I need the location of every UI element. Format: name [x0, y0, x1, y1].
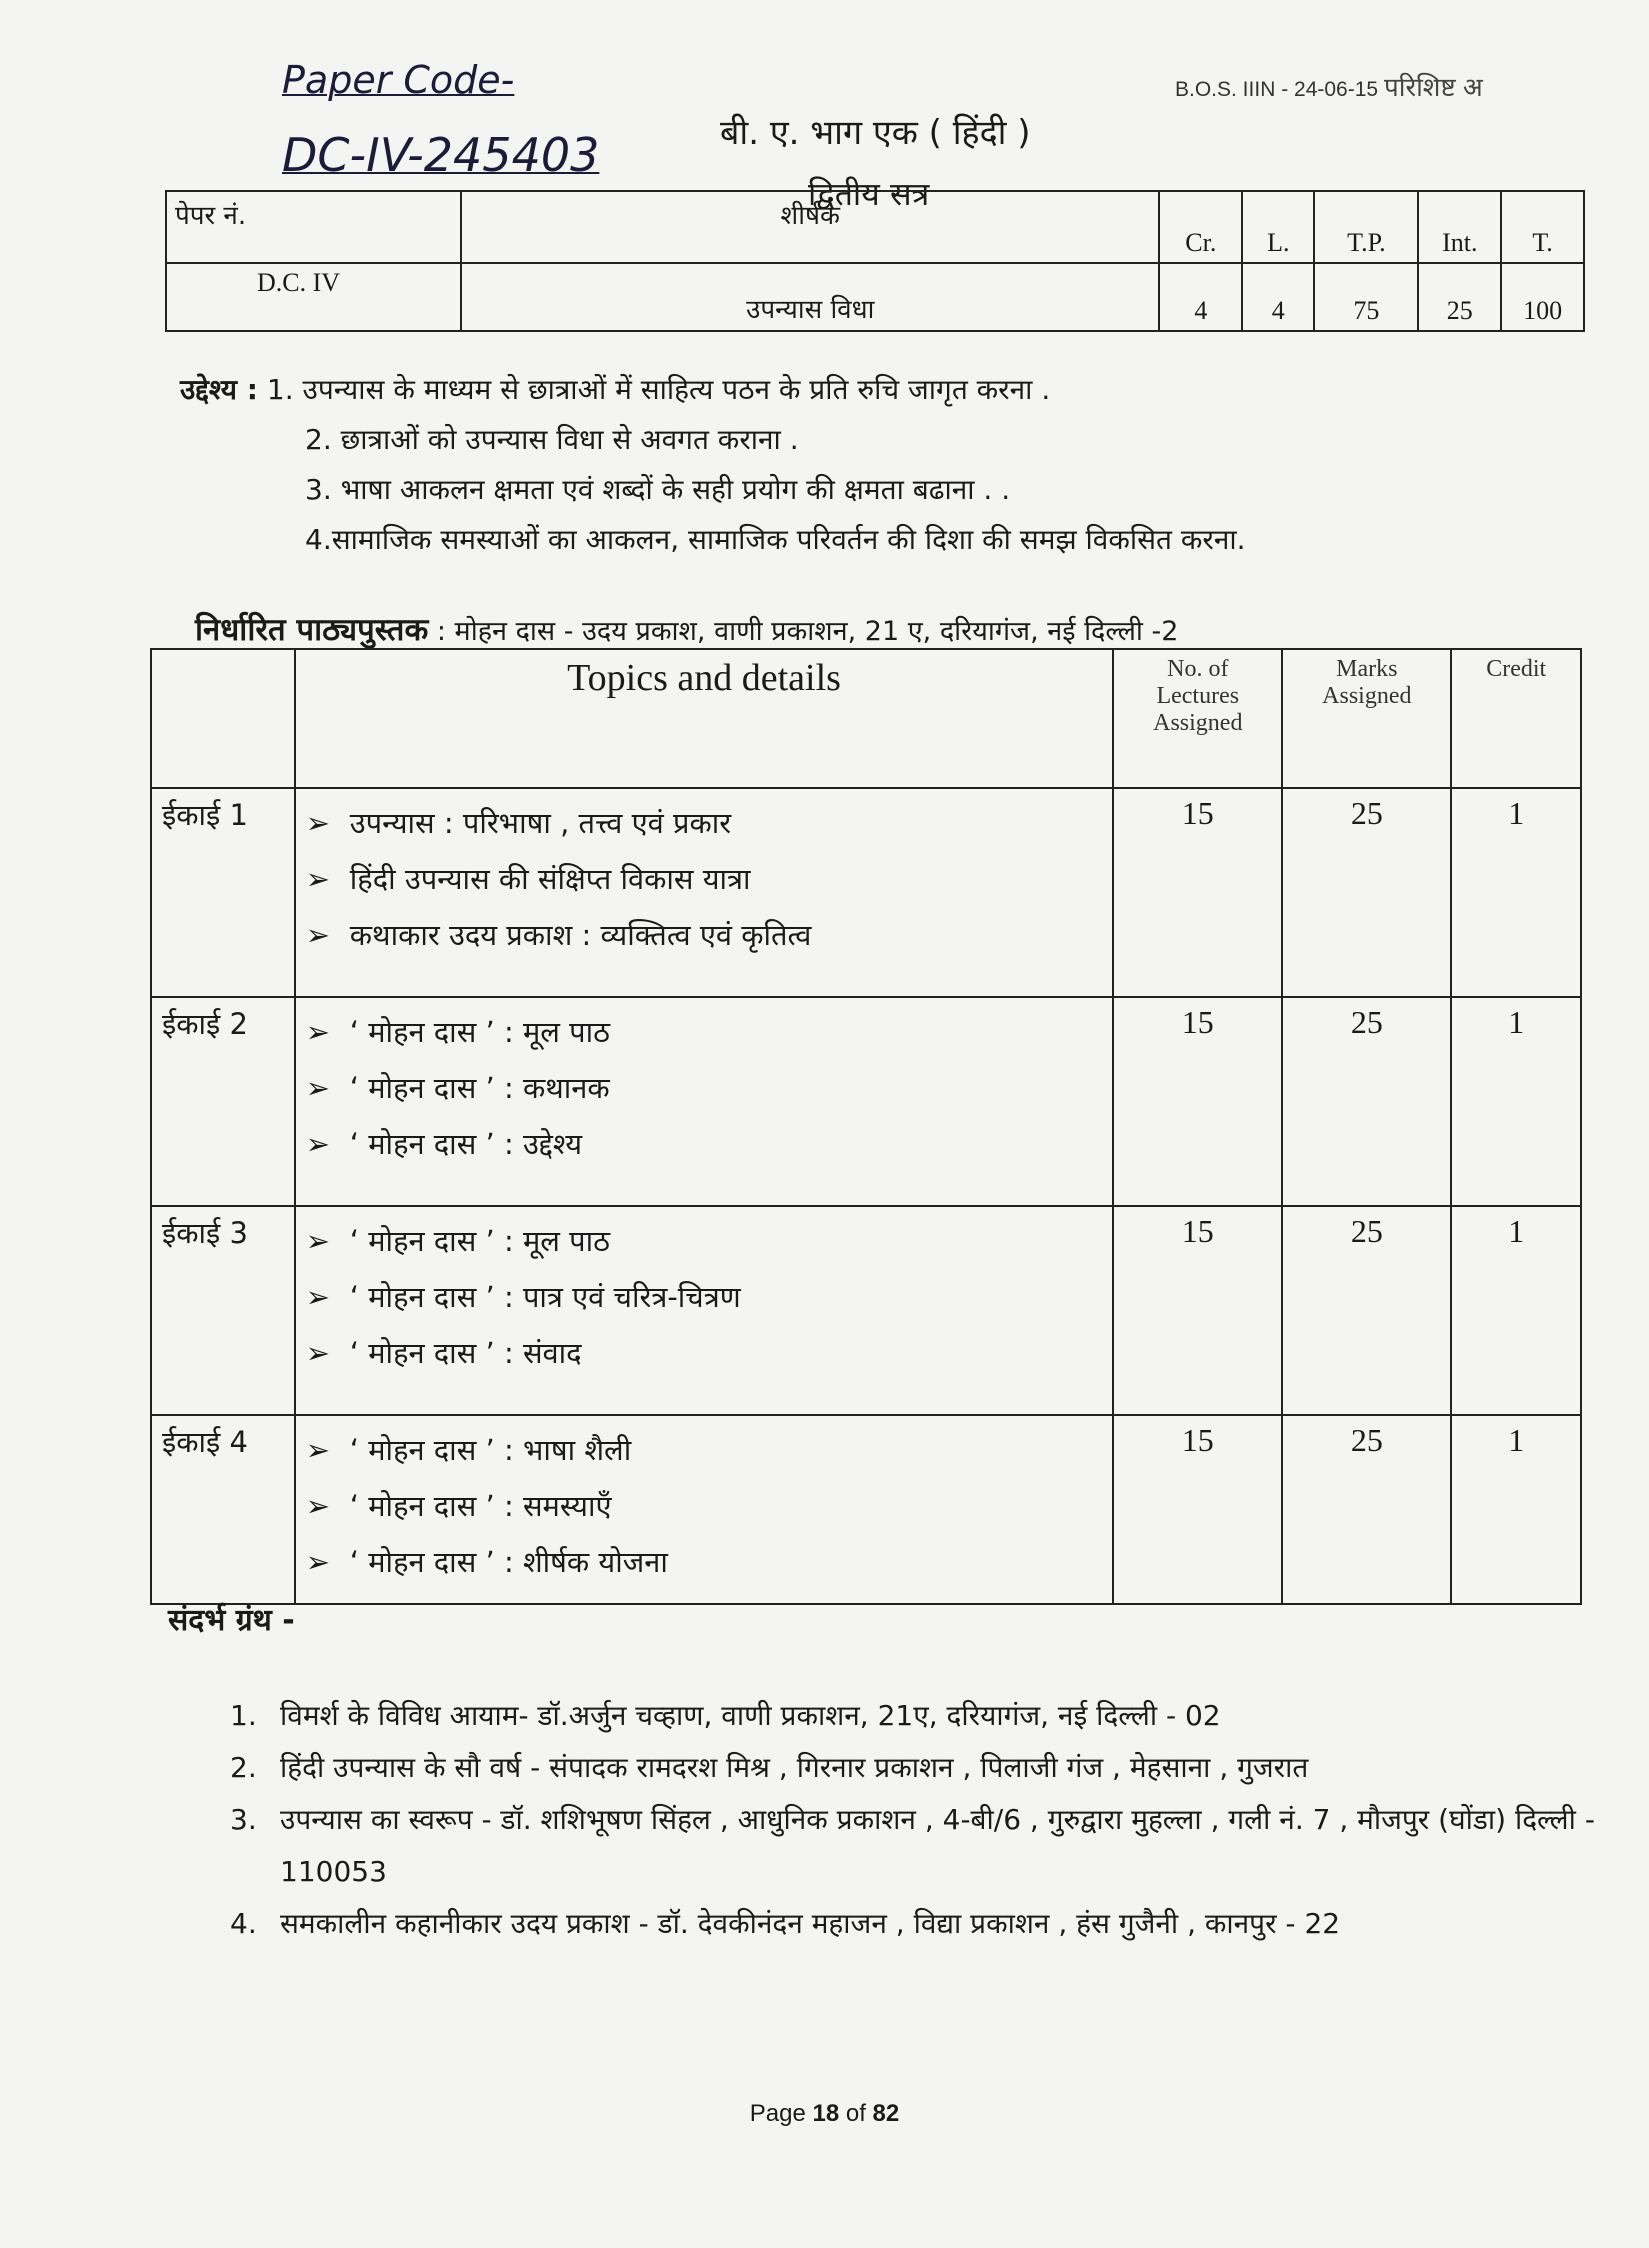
list-item: [230, 1898, 1600, 1950]
page-title: बी. ए. भाग एक ( हिंदी ): [720, 113, 1031, 153]
arrow-icon: ➢: [305, 1127, 331, 1161]
header-title: शीर्षक: [461, 191, 1159, 263]
page-total: 82: [872, 2100, 900, 2127]
topic-text: ‘ मोहन दास ’ : समस्याएँ: [349, 1489, 612, 1523]
list-item: [230, 1794, 1600, 1898]
marks-value: 25: [1282, 997, 1451, 1206]
arrow-icon: ➢: [305, 862, 331, 896]
header-topics: Topics and details: [295, 649, 1113, 788]
page-subtitle: द्वितीय सत्र: [808, 175, 930, 213]
header-paper-no: पेपर नं.: [166, 191, 461, 263]
arrow-icon: ➢: [305, 1015, 331, 1049]
arrow-icon: ➢: [305, 1545, 331, 1579]
unit-topics: [295, 997, 1113, 1206]
objective-3: 3. भाषा आकलन क्षमता एवं शब्दों के सही प्रयोग की क्षमता बढाना . .: [305, 473, 1011, 506]
topic-text: ‘ मोहन दास ’ : संवाद: [349, 1336, 582, 1370]
header-marks: Marks Assigned: [1282, 649, 1451, 788]
objective-4: 4.सामाजिक समस्याओं का आकलन, सामाजिक परिवर्तन की दिशा की समझ विकसित करना.: [305, 523, 1246, 556]
unit-label: ईकाई 4: [151, 1415, 295, 1604]
list-item: [230, 1690, 1600, 1742]
header-credit: Credit: [1451, 649, 1581, 788]
reference-number: 3.: [230, 1803, 257, 1836]
unit-label: ईकाई 2: [151, 997, 295, 1206]
credit-value: 1: [1451, 1206, 1581, 1415]
arrow-icon: ➢: [305, 918, 331, 952]
handwritten-paper-code-label: Paper Code-: [282, 58, 515, 102]
credit-value: 1: [1451, 788, 1581, 997]
marks-value: 25: [1282, 788, 1451, 997]
header-t: T.: [1501, 191, 1584, 263]
topic-text: ‘ मोहन दास ’ : भाषा शैली: [349, 1433, 632, 1467]
credit-value: 1: [1451, 1415, 1581, 1604]
topic-item: [306, 1213, 1102, 1269]
arrow-icon: ➢: [305, 1336, 331, 1370]
topic-text: ‘ मोहन दास ’ : मूल पाठ: [349, 1015, 610, 1049]
footer-prefix: Page: [749, 2100, 813, 2127]
bos-stamp: परिशिष्ट अ: [1383, 72, 1483, 102]
unit-topics: [295, 1206, 1113, 1415]
unit-label: ईकाई 3: [151, 1206, 295, 1415]
topic-text: हिंदी उपन्यास की संक्षिप्त विकास यात्रा: [349, 862, 751, 896]
unit-topics: [295, 1415, 1113, 1604]
value-l: 4: [1242, 263, 1314, 331]
objectives-label: उद्देश्य :: [180, 373, 258, 406]
references-title: संदर्भ ग्रंथ -: [168, 1603, 295, 1638]
textbook-value: : मोहन दास - उदय प्रकाश, वाणी प्रकाशन, 21 ए, दरियागंज, नई दिल्ली -2: [436, 616, 1179, 647]
lectures-value: 15: [1113, 1206, 1282, 1415]
objective-text: 1. उपन्यास के माध्यम से छात्राओं में साहित्य पठन के प्रति रुचि जागृत करना .: [266, 373, 1051, 406]
unit-topics: [295, 788, 1113, 997]
textbook-label: निर्धारित पाठ्यपुस्तक: [195, 612, 429, 648]
reference-number: 2.: [230, 1751, 257, 1784]
topic-text: उपन्यास : परिभाषा , तत्त्व एवं प्रकार: [349, 806, 732, 840]
reference-text: उपन्यास का स्वरूप - डॉ. शशिभूषण सिंहल , आधुनिक प्रकाशन , 4-बी/6 , गुरुद्वारा मुहल्ला , गली नं. 7 , मौजपुर (घोंडा) दिल्ली - 110053: [280, 1803, 1595, 1888]
table-row: [151, 1206, 1581, 1415]
lectures-value: 15: [1113, 1415, 1282, 1604]
arrow-icon: ➢: [305, 1071, 331, 1105]
value-int: 25: [1418, 263, 1501, 331]
topic-item: [306, 1060, 1102, 1116]
topic-item: [306, 907, 1102, 963]
objective-2: 2. छात्राओं को उपन्यास विधा से अवगत कराना .: [305, 423, 799, 456]
topic-item: [306, 1534, 1102, 1590]
table-row: [151, 997, 1581, 1206]
topic-item: [306, 1422, 1102, 1478]
reference-text: समकालीन कहानीकार उदय प्रकाश - डॉ. देवकीनंदन महाजन , विद्या प्रकाशन , हंस गुजैनी , कानपुर - 22: [280, 1907, 1341, 1940]
bos-reference: [1175, 68, 1483, 104]
footer-mid: of: [839, 2100, 873, 2127]
arrow-icon: ➢: [305, 1433, 331, 1467]
paper-title: उपन्यास विधा: [461, 263, 1159, 331]
paper-info-table: [165, 190, 1585, 332]
handwritten-paper-code: DC-IV-245403: [282, 128, 600, 182]
unit-label: ईकाई 1: [151, 788, 295, 997]
header-cr: Cr.: [1159, 191, 1242, 263]
marks-value: 25: [1282, 1206, 1451, 1415]
reference-number: 1.: [230, 1699, 257, 1732]
page-number: 18: [812, 2100, 840, 2127]
credit-value: 1: [1451, 997, 1581, 1206]
topic-item: [306, 795, 1102, 851]
reference-number: 4.: [230, 1907, 257, 1940]
arrow-icon: ➢: [305, 1224, 331, 1258]
value-cr: 4: [1159, 263, 1242, 331]
objectives: [180, 365, 1246, 565]
arrow-icon: ➢: [305, 806, 331, 840]
value-t: 100: [1501, 263, 1584, 331]
lectures-value: 15: [1113, 997, 1282, 1206]
syllabus-table: [150, 648, 1582, 1605]
reference-text: विमर्श के विविध आयाम- डॉ.अर्जुन चव्हाण, वाणी प्रकाशन, 21ए, दरियागंज, नई दिल्ली - 02: [280, 1699, 1221, 1732]
objective-1: [180, 365, 1246, 415]
lectures-value: 15: [1113, 788, 1282, 997]
marks-value: 25: [1282, 1415, 1451, 1604]
paper-number: D.C. IV: [166, 263, 461, 331]
list-item: [230, 1742, 1600, 1794]
header-int: Int.: [1418, 191, 1501, 263]
reference-text: हिंदी उपन्यास के सौ वर्ष - संपादक रामदरश मिश्र , गिरनार प्रकाशन , पिलाजी गंज , मेहसाना , गुजरात: [280, 1751, 1309, 1784]
topic-text: ‘ मोहन दास ’ : पात्र एवं चरित्र-चित्रण: [349, 1280, 741, 1314]
header-tp: T.P.: [1314, 191, 1418, 263]
prescribed-textbook: [195, 608, 1595, 650]
topic-text: ‘ मोहन दास ’ : कथानक: [349, 1071, 610, 1105]
topic-item: [306, 1004, 1102, 1060]
page-footer: [0, 2100, 1649, 2128]
references-list: [230, 1690, 1600, 1950]
table-row: [151, 788, 1581, 997]
topic-text: ‘ मोहन दास ’ : शीर्षक योजना: [349, 1545, 668, 1579]
header-lectures: No. of Lectures Assigned: [1113, 649, 1282, 788]
arrow-icon: ➢: [305, 1280, 331, 1314]
topic-item: [306, 851, 1102, 907]
header-unit: [151, 649, 295, 788]
topic-text: ‘ मोहन दास ’ : मूल पाठ: [349, 1224, 610, 1258]
topic-text: कथाकार उदय प्रकाश : व्यक्तित्व एवं कृतित्व: [349, 918, 812, 952]
topic-item: [306, 1116, 1102, 1172]
table-row: [151, 1415, 1581, 1604]
arrow-icon: ➢: [305, 1489, 331, 1523]
topic-text: ‘ मोहन दास ’ : उद्देश्य: [349, 1127, 583, 1161]
bos-text: B.O.S. IIIN - 24-06-15: [1175, 78, 1379, 101]
topic-item: [306, 1325, 1102, 1381]
topic-item: [306, 1269, 1102, 1325]
topic-item: [306, 1478, 1102, 1534]
value-tp: 75: [1314, 263, 1418, 331]
header-l: L.: [1242, 191, 1314, 263]
